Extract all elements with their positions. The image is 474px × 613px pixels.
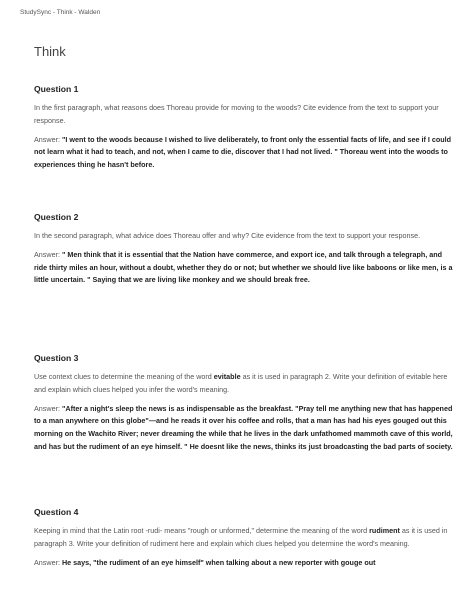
question-prompt — [34, 525, 454, 551]
question-answer — [34, 134, 454, 172]
question-heading: Question 3 — [34, 353, 79, 363]
question-4 — [34, 507, 454, 569]
question-1 — [34, 84, 454, 172]
answer-label: Answer: — [34, 403, 60, 413]
answer-text: He says, "the rudiment of an eye himself" when talking about a new reporter with gouge out — [61, 557, 376, 567]
question-answer — [34, 557, 454, 570]
answer-text: "After a night's sleep the news is as indispensable as the breakfast. "Pray tell me anything new that has happened to a man anywhere on this globe"—and he reads it over his coffee and rolls, that a man has had his eyes gouged out this morning on the Wachito River; never dreaming the while that he lives in the dark unfathomed mammoth cave of this world, and has but the rudiment of an eye himself. " He doesnt like the news, thinks its just broadcasting the bad parts of society. — [34, 403, 453, 451]
page-header: StudySync - Think - Walden — [20, 9, 101, 16]
question-heading: Question 1 — [34, 84, 79, 94]
answer-label: Answer: — [34, 557, 60, 567]
answer-label: Answer: — [34, 249, 60, 259]
question-heading: Question 2 — [34, 212, 79, 222]
page-title: Think — [34, 44, 66, 59]
answer-text: " Men think that it is essential that the Nation have commerce, and export ice, and talk through a telegraph, and ride thirty miles an hour, without a doubt, whether they do or not; but whether we should live like baboons or like men, is a little uncertain. " Saying that we are living like monkey and we should break free. — [34, 249, 453, 285]
question-answer — [34, 249, 454, 287]
answer-text: "I went to the woods because I wished to live deliberately, to front only the essential facts of life, and see if I could not learn what it had to teach, and not, when I came to die, discover that I had not lived. " Thoreau went into the woods to experiences thing he hasn't before. — [34, 134, 452, 170]
prompt-text: as it is used in paragraph 3. Write your definition of rudiment here and explain which clues helped you determine the word's meaning. — [34, 526, 448, 548]
question-3 — [34, 353, 454, 454]
vocabulary-term: evitable — [213, 372, 241, 381]
question-heading: Question 4 — [34, 507, 79, 517]
prompt-text: Keeping in mind that the Latin root -rudi- means "rough or unformed," determine the meaning of the word — [34, 526, 370, 535]
question-prompt: In the second paragraph, what advice does Thoreau offer and why? Cite evidence from the text to support your response. — [34, 231, 421, 240]
prompt-text: Use context clues to determine the meaning of the word — [34, 372, 214, 381]
vocabulary-term: rudiment — [369, 526, 400, 535]
question-2 — [34, 212, 454, 287]
prompt-text: as it is used in paragraph 2. Write your definition of evitable here and explain which clues helped you infer the word's meaning. — [34, 372, 448, 394]
question-prompt — [34, 371, 454, 397]
question-prompt: In the first paragraph, what reasons does Thoreau provide for moving to the woods? Cite evidence from the text to support your response. — [34, 103, 439, 125]
question-answer — [34, 403, 454, 454]
answer-label: Answer: — [34, 134, 60, 144]
